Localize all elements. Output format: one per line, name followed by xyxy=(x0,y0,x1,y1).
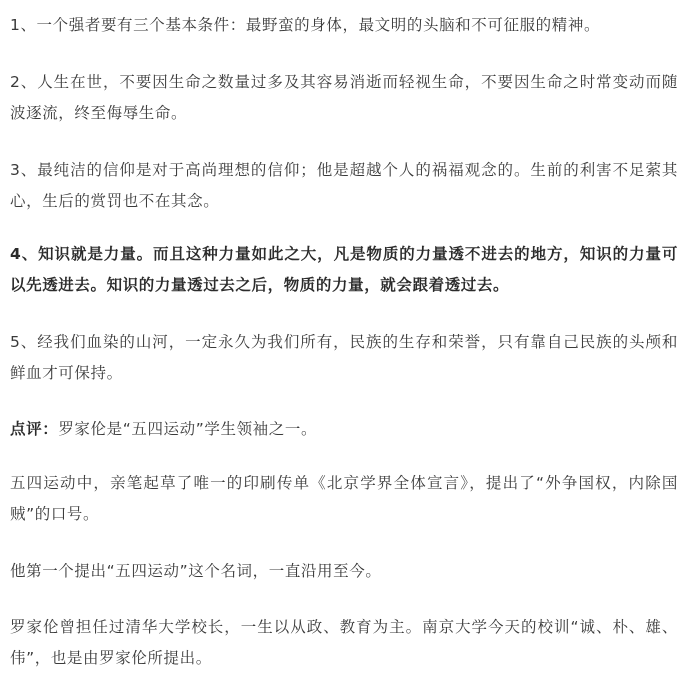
quote-paragraph-5: 5、经我们血染的山河，一定永久为我们所有，民族的生存和荣誉，只有靠自己民族的头颅和鲜血才可保持。 xyxy=(10,333,678,382)
quote-paragraph-3: 3、最纯洁的信仰是对于高尚理想的信仰；他是超越个人的祸福观念的。生前的利害不足萦其心，生后的赏罚也不在其念。 xyxy=(10,161,678,210)
quote-paragraph-4-bold: 4、知识就是力量。而且这种力量如此之大，凡是物质的力量透不进去的地方，知识的力量可以先透进去。知识的力量透过去之后，物质的力量，就会跟着透过去。 xyxy=(10,245,678,294)
term-origin-paragraph: 他第一个提出“五四运动”这个名词，一直沿用至今。 xyxy=(10,562,382,580)
comment-text: 罗家伦是“五四运动”学生领袖之一。 xyxy=(58,420,318,438)
comment-paragraph xyxy=(10,414,678,445)
biography-paragraph: 罗家伦曾担任过清华大学校长，一生以从政、教育为主。南京大学今天的校训“诚、朴、雄、伟”，也是由罗家伦所提出。 xyxy=(10,618,678,667)
quote-paragraph-1: 1、一个强者要有三个基本条件：最野蛮的身体，最文明的头脑和不可征服的精神。 xyxy=(10,16,601,34)
comment-label: 点评： xyxy=(10,420,59,438)
quote-paragraph-2: 2、人生在世，不要因生命之数量过多及其容易消逝而轻视生命，不要因生命之时常变动而随波逐流，终至侮辱生命。 xyxy=(10,73,678,122)
history-paragraph: 五四运动中，亲笔起草了唯一的印刷传单《北京学界全体宣言》，提出了“外争国权，内除国贼”的口号。 xyxy=(10,474,678,523)
